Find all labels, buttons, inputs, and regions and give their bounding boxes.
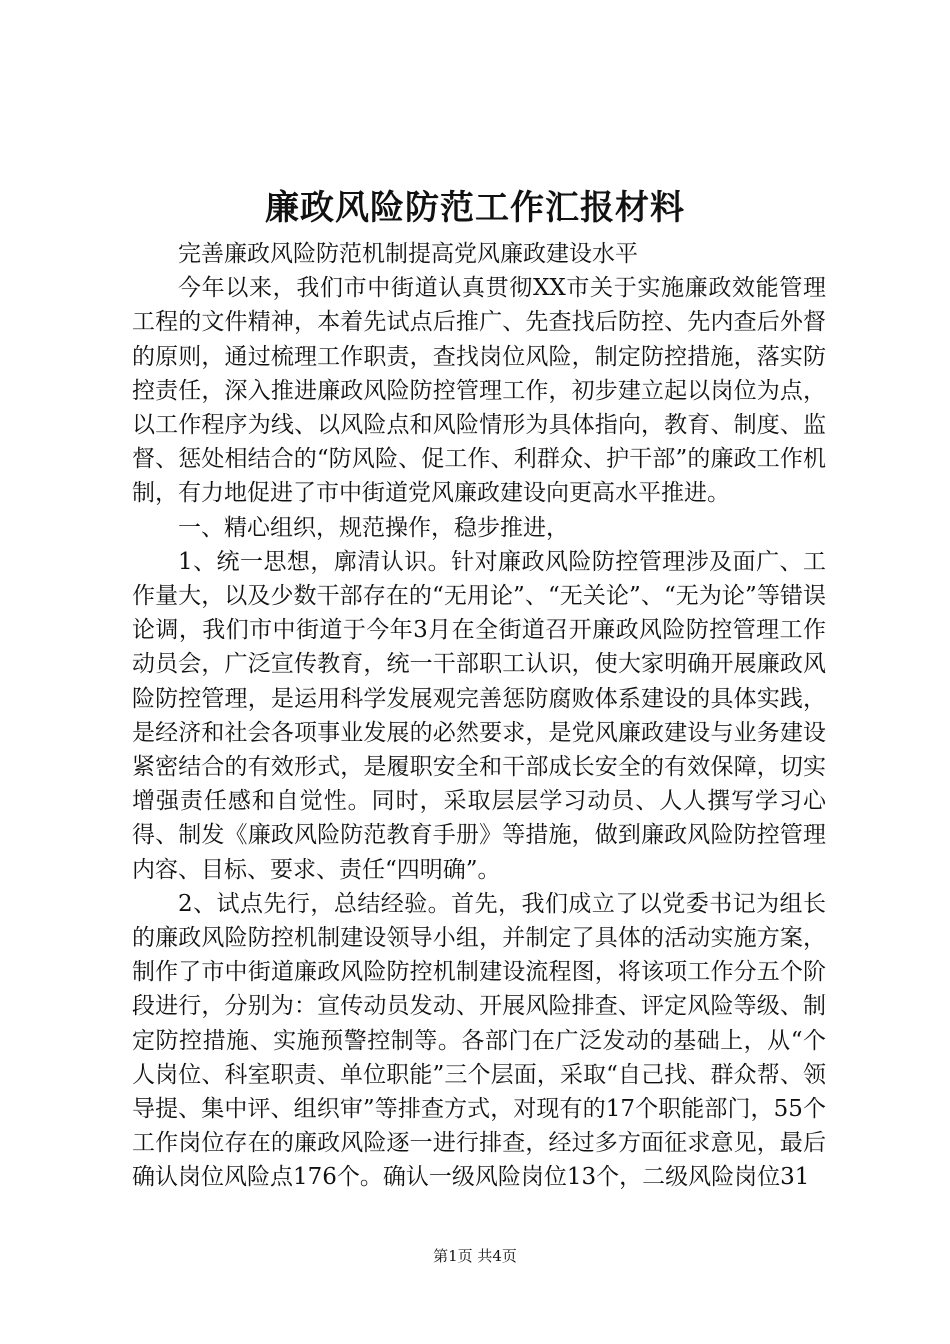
document-body <box>132 237 826 1195</box>
body-paragraph: 1、统一思想，廓清认识。针对廉政风险防控管理涉及面广、工作量大，以及少数干部存在的“无用论”、“无关论”、“无为论”等错误论调，我们市中街道于今年3月在全街道召开廉政风险防控管理工作动员会，广泛宣传教育，统一干部职工认识，使大家明确开展廉政风险防控管理，是运用科学发展观完善惩防腐败体系建设的具体实践，是经济和社会各项事业发展的必然要求，是党风廉政建设与业务建设紧密结合的有效形式，是履职安全和干部成长安全的有效保障，切实增强责任感和自觉性。同时，采取层层学习动员、人人撰写学习心得、制发《廉政风险防范教育手册》等措施，做到廉政风险防控管理内容、目标、要求、责任“四明确”。 <box>132 548 826 883</box>
page-title: 廉政风险防范工作汇报材料 <box>265 188 685 228</box>
section-heading: 一、精心组织，规范操作，稳步推进， <box>178 514 569 541</box>
page-number-footer: 第1页 共4页 <box>433 1247 517 1265</box>
body-paragraph: 今年以来，我们市中街道认真贯彻XX市关于实施廉政效能管理工程的文件精神，本着先试点后推广、先查找后防控、先内查后外督的原则，通过梳理工作职责，查找岗位风险，制定防控措施，落实防控责任，深入推进廉政风险防控管理工作，初步建立起以岗位为点，以工作程序为线、以风险点和风险情形为具体指向，教育、制度、监督、惩处相结合的“防风险、促工作、利群众、护干部”的廉政工作机制，有力地促进了市中街道党风廉政建设向更高水平推进。 <box>132 275 826 507</box>
body-paragraph: 2、试点先行，总结经验。首先，我们成立了以党委书记为组长的廉政风险防控机制建设领导小组，并制定了具体的活动实施方案，制作了市中街道廉政风险防控机制建设流程图，将该项工作分五个阶段进行，分别为：宣传动员发动、开展风险排查、评定风险等级、制定防控措施、实施预警控制等。各部门在广泛发动的基础上，从“个人岗位、科室职责、单位职能”三个层面，采取“自己找、群众帮、领导提、集中评、组织审”等排查方式，对现有的17个职能部门，55个工作岗位存在的廉政风险逐一进行排查，经过多方面征求意见，最后确认岗位风险点176个。确认一级风险岗位13个，二级风险岗位31 <box>132 890 826 1191</box>
subtitle-paragraph: 完善廉政风险防范机制提高党风廉政建设水平 <box>178 241 638 267</box>
